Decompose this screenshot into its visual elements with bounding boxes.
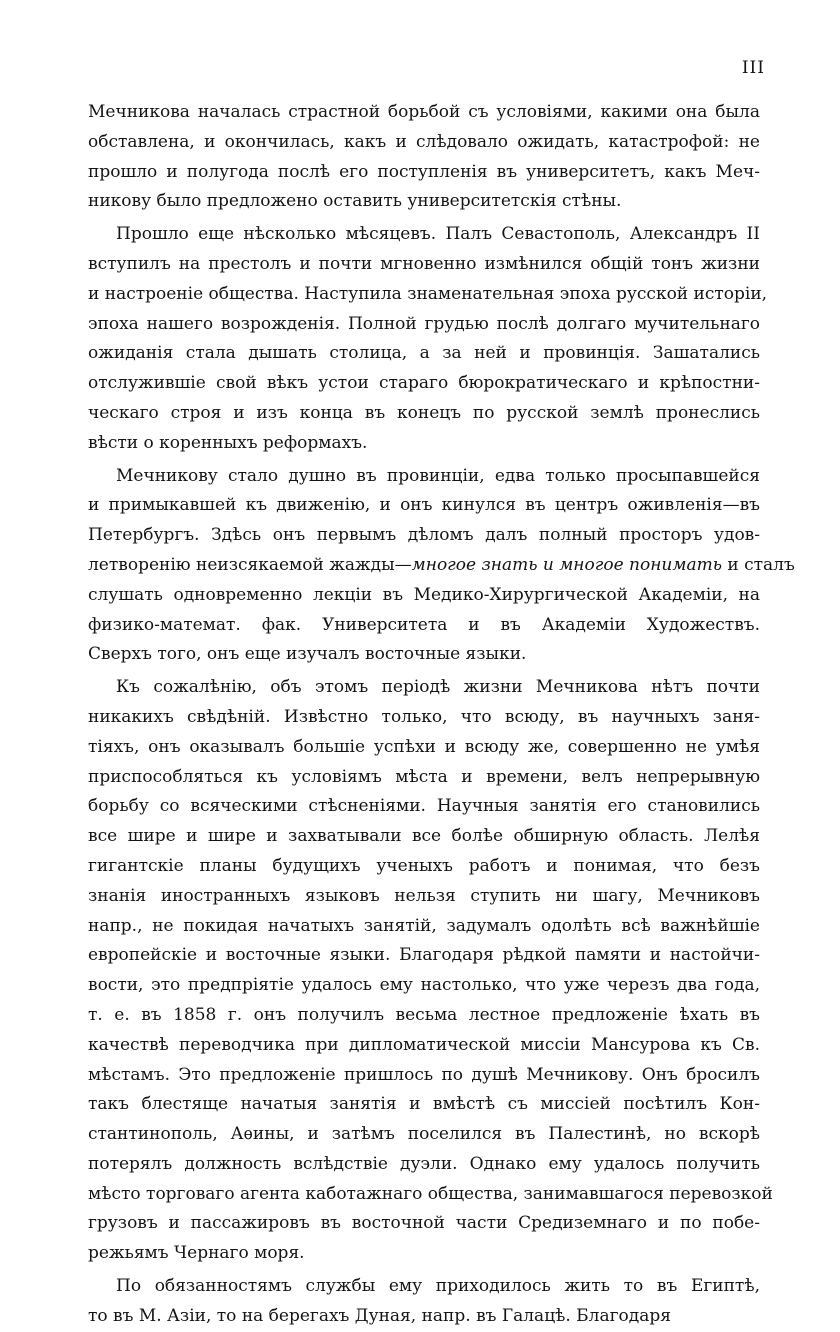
text-segment: вѣсти о коренныхъ реформахъ. bbox=[88, 432, 368, 453]
text-segment: качествѣ переводчика при дипломатической миссіи Мансурова къ Св. bbox=[88, 1034, 760, 1055]
text-segment: прошло и полугода послѣ его поступленія въ университетъ, какъ Меч- bbox=[88, 161, 760, 182]
text-line bbox=[88, 581, 760, 611]
text-line bbox=[88, 792, 760, 822]
text-line bbox=[88, 220, 760, 250]
text-line bbox=[88, 491, 760, 521]
text-line bbox=[88, 1272, 760, 1302]
text-segment: стантинополь, Аѳины, и затѣмъ поселился въ Палестинѣ, но вскорѣ bbox=[88, 1124, 760, 1145]
text-line bbox=[88, 673, 760, 703]
body-text bbox=[88, 98, 795, 1332]
text-segment: все шире и шире и захватывали все болѣе обширную область. Лелѣя bbox=[88, 826, 760, 847]
text-line bbox=[88, 521, 760, 551]
text-line bbox=[88, 187, 760, 217]
text-segment: потерялъ должность вслѣдствіе дуэли. Однако ему удалось получить bbox=[88, 1153, 760, 1174]
text-segment: вости, это предпріятіе удалось ему настолько, что уже черезъ два года, bbox=[88, 975, 760, 996]
text-segment: Къ сожалѣнію, объ этомъ періодѣ жизни Мечникова нѣтъ почти bbox=[116, 677, 760, 698]
text-segment: эпоха нашего возрожденія. Полной грудью послѣ долгаго мучительнаго bbox=[88, 313, 760, 334]
text-segment: Прошло еще нѣсколько мѣсяцевъ. Палъ Севастополь, Александръ II bbox=[116, 224, 760, 245]
text-line bbox=[88, 1180, 773, 1210]
text-line bbox=[88, 158, 760, 188]
text-segment: мѣсто торговаго агента каботажнаго общества, занимавшагося перевозкой bbox=[88, 1183, 773, 1204]
text-line bbox=[88, 98, 760, 128]
text-line bbox=[88, 703, 760, 733]
text-segment: грузовъ и пассажировъ въ восточной части Средиземнаго и по побе- bbox=[88, 1213, 760, 1234]
text-line bbox=[88, 429, 760, 459]
text-segment: ожиданія стала дышать столица, а за ней и провинція. Зашатались bbox=[88, 343, 760, 364]
text-line bbox=[88, 1090, 760, 1120]
text-segment: тіяхъ, онъ оказывалъ большіе успѣхи и всюду же, совершенно не умѣя bbox=[88, 736, 760, 757]
text-line bbox=[88, 971, 760, 1001]
text-segment: европейскіе и восточные языки. Благодаря рѣдкой памяти и настойчи- bbox=[88, 945, 760, 966]
text-line bbox=[88, 369, 760, 399]
text-line bbox=[88, 128, 760, 158]
text-line bbox=[88, 280, 768, 310]
text-segment: и настроеніе общества. Наступила знаменательная эпоха русской исторіи, bbox=[88, 283, 768, 304]
text-line bbox=[88, 1120, 760, 1150]
text-segment: Мечникову стало душно въ провинціи, едва только просыпавшейся bbox=[116, 465, 760, 486]
text-line bbox=[88, 1302, 760, 1332]
text-segment: слушать одновременно лекціи въ Медико-Хирургической Академіи, на bbox=[88, 584, 760, 605]
text-line bbox=[88, 611, 760, 641]
text-line bbox=[88, 640, 760, 670]
text-line bbox=[88, 551, 795, 581]
text-line bbox=[88, 1150, 760, 1180]
text-line bbox=[88, 1209, 760, 1239]
italic-phrase: многое знать и многое понимать bbox=[411, 554, 722, 575]
text-line bbox=[88, 1031, 760, 1061]
text-line bbox=[88, 941, 760, 971]
text-segment: Петербургъ. Здѣсь онъ первымъ дѣломъ далъ полный просторъ удов- bbox=[88, 525, 760, 546]
text-segment: приспособляться къ условіямъ мѣста и времени, велъ непрерывную bbox=[88, 766, 760, 787]
text-segment: знанія иностранныхъ языковъ нельзя ступить ни шагу, Мечниковъ bbox=[88, 885, 760, 906]
paragraph bbox=[88, 220, 768, 458]
text-segment: борьбу со всяческими стѣсненіями. Научныя занятія его становились bbox=[88, 796, 760, 817]
text-line bbox=[88, 1239, 760, 1269]
text-segment: Мечникова началась страстной борьбой съ условіями, какими она была bbox=[88, 102, 760, 122]
text-line bbox=[88, 1001, 760, 1031]
text-segment: вступилъ на престолъ и почти мгновенно измѣнился общій тонъ жизни bbox=[88, 253, 760, 274]
text-line bbox=[88, 339, 760, 369]
text-segment: никову было предложено оставить университетскія стѣны. bbox=[88, 191, 622, 212]
text-line bbox=[88, 310, 760, 340]
text-segment: ческаго строя и изъ конца въ конецъ по русской землѣ пронеслись bbox=[88, 402, 760, 423]
text-segment: такъ блестяще начатыя занятія и вмѣстѣ съ миссіей посѣтилъ Кон- bbox=[88, 1094, 760, 1115]
text-segment: т. е. въ 1858 г. онъ получилъ весьма лестное предложеніе ѣхать въ bbox=[88, 1004, 760, 1025]
page-number: III bbox=[741, 58, 765, 78]
text-segment: Сверхъ того, онъ еще изучалъ восточные языки. bbox=[88, 644, 527, 665]
text-segment: и сталъ bbox=[721, 554, 795, 575]
text-segment: режьямъ Чернаго моря. bbox=[88, 1243, 305, 1264]
text-line bbox=[88, 399, 760, 429]
paragraph bbox=[88, 1272, 760, 1332]
text-segment: отслужившіе свой вѣкъ устои стараго бюрократическаго и крѣпостни- bbox=[88, 373, 760, 394]
text-line bbox=[88, 462, 760, 492]
text-segment: обставлена, и окончилась, какъ и слѣдовало ожидать, катастрофой: не bbox=[88, 131, 760, 152]
text-segment: никакихъ свѣдѣній. Извѣстно только, что всюду, въ научныхъ заня- bbox=[88, 706, 760, 727]
text-segment: и примыкавшей къ движенію, и онъ кинулся въ центръ оживленія—въ bbox=[88, 495, 760, 516]
paragraph bbox=[88, 673, 773, 1269]
text-line bbox=[88, 912, 760, 942]
text-line bbox=[88, 763, 760, 793]
text-line bbox=[88, 1061, 760, 1091]
text-segment: По обязанностямъ службы ему приходилось жить то въ Египтѣ, bbox=[116, 1276, 760, 1297]
text-line bbox=[88, 733, 760, 763]
text-segment: мѣстамъ. Это предложеніе пришлось по душѣ Мечникову. Онъ бросилъ bbox=[88, 1064, 760, 1085]
text-segment: напр., не покидая начатыхъ занятій, задумалъ одолѣть всѣ важнѣйшіе bbox=[88, 915, 760, 936]
paragraph bbox=[88, 462, 795, 671]
text-line bbox=[88, 882, 760, 912]
paragraph bbox=[88, 98, 760, 217]
text-line bbox=[88, 852, 760, 882]
text-line bbox=[88, 250, 760, 280]
text-line bbox=[88, 822, 760, 852]
text-segment: то въ М. Азіи, то на берегахъ Дуная, напр. въ Галацѣ. Благодаря bbox=[88, 1305, 671, 1326]
text-segment: гигантскіе планы будущихъ ученыхъ работъ и понимая, что безъ bbox=[88, 855, 760, 876]
text-segment: физико-математ. фак. Университета и въ Академіи Художествъ. bbox=[88, 614, 760, 635]
text-segment: летворенію неизсякаемой жажды— bbox=[88, 554, 412, 575]
